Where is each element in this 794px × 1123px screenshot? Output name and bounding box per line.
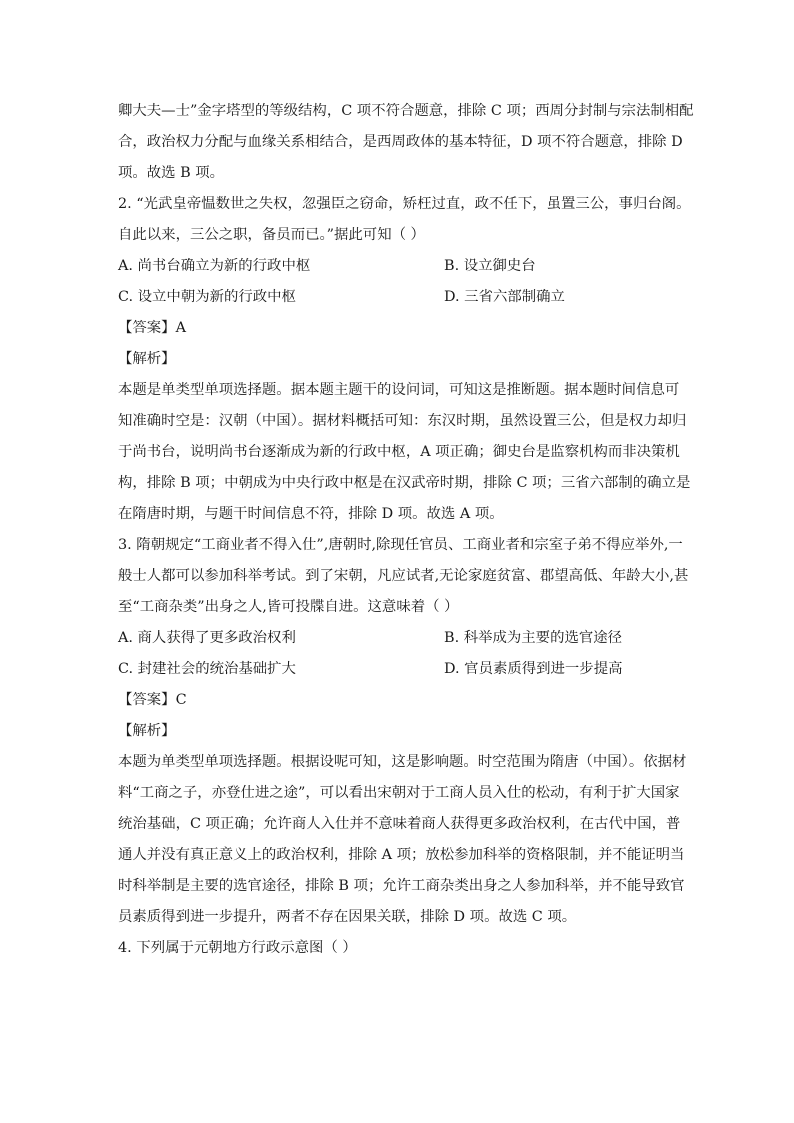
q3-stem-line: 至“工商杂类”出身之人,皆可投牒自进。这意味着（ ） <box>118 599 459 615</box>
q2-options-row <box>118 282 678 313</box>
q2-answer: 【答案】A <box>118 320 186 336</box>
q3-stem-line: 3. 隋朝规定“工商业者不得入仕”,唐朝时,除现任官员、工商业者和宗室子弟不得应举外,一 <box>118 537 683 553</box>
q3-stem-line: 般士人都可以参加科举考试。到了宋朝，凡应试者,无论家庭贫富、郡望高低、年龄大小,甚 <box>118 568 689 584</box>
q2-options-row <box>118 251 678 282</box>
q3-option-b: B. 科举成为主要的选官途径 <box>444 630 623 646</box>
q2-analysis-label: 【解析】 <box>118 351 176 367</box>
q2-analysis-line: 构，排除 B 项；中朝成为中央行政中枢是在汉武帝时期，排除 C 项；三省六部制的确立是 <box>118 475 691 491</box>
q3-analysis-line: 通人并没有真正意义上的政治权利，排除 A 项；放松参加科举的资格限制，并不能证明当 <box>118 847 685 863</box>
q2-stem-line: 2. “光武皇帝愠数世之失权，忽强臣之窃命，矫枉过直，政不任下，虽置三公，事归台阁。 <box>118 196 691 212</box>
q3-options-row <box>118 654 678 685</box>
q2-analysis-line: 知准确时空是：汉朝（中国）。据材料概括可知：东汉时期，虽然设置三公，但是权力却归 <box>118 413 687 429</box>
q1-analysis-line: 卿大夫—士”金字塔型的等级结构，C 项不符合题意，排除 C 项；西周分封制与宗法制相配 <box>118 103 694 119</box>
document-page <box>118 96 694 964</box>
q1-analysis-line: 项。故选 B 项。 <box>118 165 225 181</box>
q3-option-d: D. 官员素质得到进一步提高 <box>444 661 623 677</box>
q3-analysis-line: 本题为单类型单项选择题。根据设呢可知，这是影响题。时空范围为隋唐（中国）。依据材 <box>118 754 687 770</box>
q2-analysis-line: 在隋唐时期，与题干时间信息不符，排除 D 项。故选 A 项。 <box>118 506 504 522</box>
q3-option-c: C. 封建社会的统治基础扩大 <box>118 661 296 677</box>
q3-option-a: A. 商人获得了更多政治权利 <box>118 630 296 646</box>
q3-options-row <box>118 623 678 654</box>
q2-option-d: D. 三省六部制确立 <box>444 289 565 305</box>
q4-stem-line: 4. 下列属于元朝地方行政示意图（ ） <box>118 940 357 956</box>
q3-analysis-line: 料“工商之子，亦登仕进之途”，可以看出宋朝对于工商人员入仕的松动，有利于扩大国家 <box>118 785 680 801</box>
q2-option-a: A. 尚书台确立为新的行政中枢 <box>118 258 311 274</box>
q2-option-b: B. 设立御史台 <box>444 258 536 274</box>
q3-analysis-line: 时科举制是主要的选官途径，排除 B 项；允许工商杂类出身之人参加科举，并不能导致官 <box>118 878 685 894</box>
q3-analysis-line: 统治基础，C 项正确；允许商人入仕并不意味着商人获得更多政治权利，在古代中国，普 <box>118 816 681 832</box>
q2-option-c: C. 设立中朝为新的行政中枢 <box>118 289 296 305</box>
q2-stem-line: 自此以来，三公之职，备员而已。”据此可知（ ） <box>118 227 425 243</box>
q2-analysis-line: 于尚书台，说明尚书台逐渐成为新的行政中枢，A 项正确；御史台是监察机构而非决策机 <box>118 444 680 460</box>
q3-answer: 【答案】C <box>118 692 187 708</box>
q2-analysis-line: 本题是单类型单项选择题。据本题主题干的设问词，可知这是推断题。据本题时间信息可 <box>118 382 680 398</box>
q3-analysis-line: 员素质得到进一步提升，两者不存在因果关联，排除 D 项。故选 C 项。 <box>118 909 577 925</box>
q1-analysis-line: 合，政治权力分配与血缘关系相结合，是西周政体的基本特征，D 项不符合题意，排除 D <box>118 134 683 150</box>
q3-analysis-label: 【解析】 <box>118 723 176 739</box>
